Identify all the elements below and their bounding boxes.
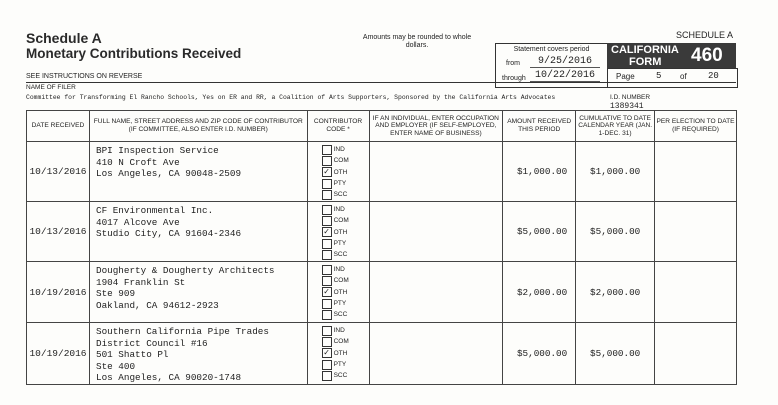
column-header: DATE RECEIVED — [27, 111, 90, 142]
code-checkbox[interactable] — [322, 156, 332, 166]
code-checkbox[interactable] — [322, 145, 332, 155]
code-label: IND — [333, 206, 345, 214]
contributor-line: 501 Shatto Pl — [95, 349, 169, 360]
code-option — [322, 370, 369, 381]
page-label: Page — [616, 72, 635, 81]
date-received: 10/19/2016 — [27, 323, 90, 385]
table-row — [27, 262, 737, 323]
code-option — [322, 215, 369, 226]
amount-received: $5,000.00 — [503, 323, 576, 385]
code-label: IND — [333, 146, 345, 154]
of-label: of — [680, 72, 687, 81]
code-option — [322, 309, 369, 320]
code-option — [322, 167, 369, 178]
contributor-line: Los Angeles, CA 90020-1748 — [95, 372, 242, 383]
code-option — [322, 348, 369, 359]
id-number: 1389341 — [610, 102, 644, 111]
code-label: OTH — [333, 349, 348, 357]
amount-received: $5,000.00 — [503, 202, 576, 262]
code-label: COM — [333, 338, 349, 346]
code-option — [322, 144, 369, 155]
contributor-line: Southern California Pipe Trades — [95, 326, 269, 337]
cumulative-to-date: $1,000.00 — [576, 142, 655, 202]
code-checkbox[interactable]: ✓ — [323, 227, 330, 237]
cumulative-to-date: $2,000.00 — [576, 262, 655, 323]
code-label: IND — [333, 266, 345, 274]
code-label: COM — [333, 157, 349, 165]
through-date: 10/22/2016 — [530, 70, 600, 82]
code-checkbox[interactable]: ✓ — [323, 167, 330, 177]
code-label: SCC — [333, 251, 348, 259]
column-header: AMOUNT RECEIVED THIS PERIOD — [503, 111, 576, 142]
form-number: 460 — [691, 45, 723, 66]
code-checkbox[interactable] — [322, 190, 332, 200]
amount-received: $2,000.00 — [503, 262, 576, 323]
code-checkbox[interactable] — [322, 299, 332, 309]
code-checkbox[interactable]: ✓ — [323, 287, 330, 297]
code-checkbox[interactable] — [322, 276, 332, 286]
page-number: 5 — [656, 71, 662, 81]
from-label: from — [506, 60, 520, 67]
code-checkbox[interactable] — [322, 310, 332, 320]
code-option — [322, 325, 369, 336]
cumulative-to-date: $5,000.00 — [576, 323, 655, 385]
column-header: PER ELECTION TO DATE (IF REQUIRED) — [655, 111, 737, 142]
contributor-line: CF Environmental Inc. — [95, 205, 214, 216]
contributor-line: District Council #16 — [95, 337, 208, 349]
contributor-line: Oakland, CA 94612-2923 — [95, 299, 219, 311]
cumulative-to-date: $5,000.00 — [576, 202, 655, 262]
contributor-cell — [89, 323, 307, 385]
table-header-row — [27, 111, 737, 142]
total-pages: 20 — [708, 71, 719, 81]
code-label: PTY — [333, 240, 347, 248]
per-election-cell — [655, 142, 737, 202]
code-checkbox[interactable] — [322, 250, 332, 260]
code-option — [322, 189, 369, 200]
contributor-cell — [89, 142, 307, 202]
schedule-subtitle: Monetary Contributions Received — [26, 46, 242, 61]
code-checkbox[interactable] — [322, 179, 332, 189]
code-checkbox[interactable] — [322, 337, 332, 347]
contributor-code-cell — [307, 323, 369, 385]
code-label: SCC — [333, 311, 348, 319]
amounts-note: Amounts may be rounded to whole dollars. — [362, 34, 472, 49]
contributor-line: BPI Inspection Service — [95, 145, 219, 156]
contributor-line: 4017 Alcove Ave — [95, 216, 180, 228]
contributor-line: Ste 400 — [95, 360, 136, 372]
code-checkbox[interactable] — [322, 239, 332, 249]
contributor-line: Los Angeles, CA 90048-2509 — [95, 168, 242, 179]
column-header: IF AN INDIVIDUAL, ENTER OCCUPATION AND EMPLOYER (IF SELF-EMPLOYED, ENTER NAME OF BUSINESS) — [369, 111, 503, 142]
filer-divider — [26, 82, 736, 83]
code-label: PTY — [333, 180, 347, 188]
occupation-cell — [369, 142, 503, 202]
code-label: OTH — [333, 288, 348, 296]
code-option — [322, 298, 369, 309]
occupation-cell — [369, 323, 503, 385]
table-row — [27, 142, 737, 202]
schedule-title: Schedule A — [26, 30, 102, 46]
date-received: 10/13/2016 — [27, 142, 90, 202]
code-checkbox[interactable] — [322, 265, 332, 275]
code-option — [322, 359, 369, 370]
column-header: CUMULATIVE TO DATE CALENDAR YEAR (JAN. 1-DEC. 31) — [576, 111, 655, 142]
filer-name: Committee for Transforming El Rancho Schools, Yes on ER and RR, a Coalition of Arts Supporters, Sponsored by the California Arts Advocates — [26, 94, 556, 101]
code-label: COM — [333, 277, 349, 285]
filer-label: NAME OF FILER — [26, 84, 76, 91]
code-checkbox[interactable] — [322, 326, 332, 336]
contributor-line: 410 N Croft Ave — [95, 156, 180, 168]
contributor-code-cell — [307, 262, 369, 323]
statement-label: Statement covers period — [513, 46, 590, 53]
table-row — [27, 323, 737, 385]
code-label: PTY — [333, 361, 347, 369]
contributor-line: 1904 Franklin St — [95, 276, 186, 288]
code-label: COM — [333, 217, 349, 225]
form-id-box — [607, 43, 736, 68]
contributor-cell — [89, 262, 307, 323]
code-option — [322, 287, 369, 298]
code-option — [322, 238, 369, 249]
code-option — [322, 336, 369, 347]
contributor-line: Ste 909 — [95, 288, 136, 299]
contributor-cell — [89, 202, 307, 262]
page-box — [607, 68, 738, 88]
from-date: 9/25/2016 — [530, 56, 600, 68]
per-election-cell — [655, 323, 737, 385]
column-header: CONTRIBUTOR CODE * — [307, 111, 369, 142]
table-row — [27, 202, 737, 262]
code-checkbox[interactable] — [322, 205, 332, 215]
code-label: OTH — [333, 168, 348, 176]
code-option — [322, 275, 369, 286]
through-label: through — [502, 75, 526, 82]
amount-received: $1,000.00 — [503, 142, 576, 202]
occupation-cell — [369, 202, 503, 262]
date-received: 10/19/2016 — [27, 262, 90, 323]
code-label: IND — [333, 327, 345, 335]
contributions-table — [26, 110, 737, 385]
contributor-line: Dougherty & Dougherty Architects — [95, 265, 275, 276]
contributor-line: Studio City, CA 91604-2346 — [95, 228, 242, 239]
code-label: PTY — [333, 300, 347, 308]
code-checkbox[interactable] — [322, 371, 332, 381]
column-header: FULL NAME, STREET ADDRESS AND ZIP CODE OF CONTRIBUTOR (IF COMMITTEE, ALSO ENTER I.D. NUMBER) — [89, 111, 307, 142]
code-label: OTH — [333, 228, 348, 236]
schedule-label: SCHEDULE A — [676, 30, 734, 40]
id-label: I.D. NUMBER — [610, 94, 651, 101]
form-word: FORM — [629, 56, 662, 68]
per-election-cell — [655, 262, 737, 323]
code-option — [322, 204, 369, 215]
code-label: SCC — [333, 372, 348, 380]
date-received: 10/13/2016 — [27, 202, 90, 262]
code-option — [322, 178, 369, 189]
code-checkbox[interactable]: ✓ — [323, 348, 330, 358]
contributor-code-cell — [307, 142, 369, 202]
occupation-cell — [369, 262, 503, 323]
instructions-note: SEE INSTRUCTIONS ON REVERSE — [26, 73, 143, 80]
code-option — [322, 155, 369, 166]
code-option — [322, 264, 369, 275]
code-option — [322, 227, 369, 238]
code-checkbox[interactable] — [322, 216, 332, 226]
form-state: CALIFORNIA — [611, 44, 679, 56]
code-option — [322, 249, 369, 260]
code-label: SCC — [333, 191, 348, 199]
contributor-code-cell — [307, 202, 369, 262]
per-election-cell — [655, 202, 737, 262]
code-checkbox[interactable] — [322, 360, 332, 370]
